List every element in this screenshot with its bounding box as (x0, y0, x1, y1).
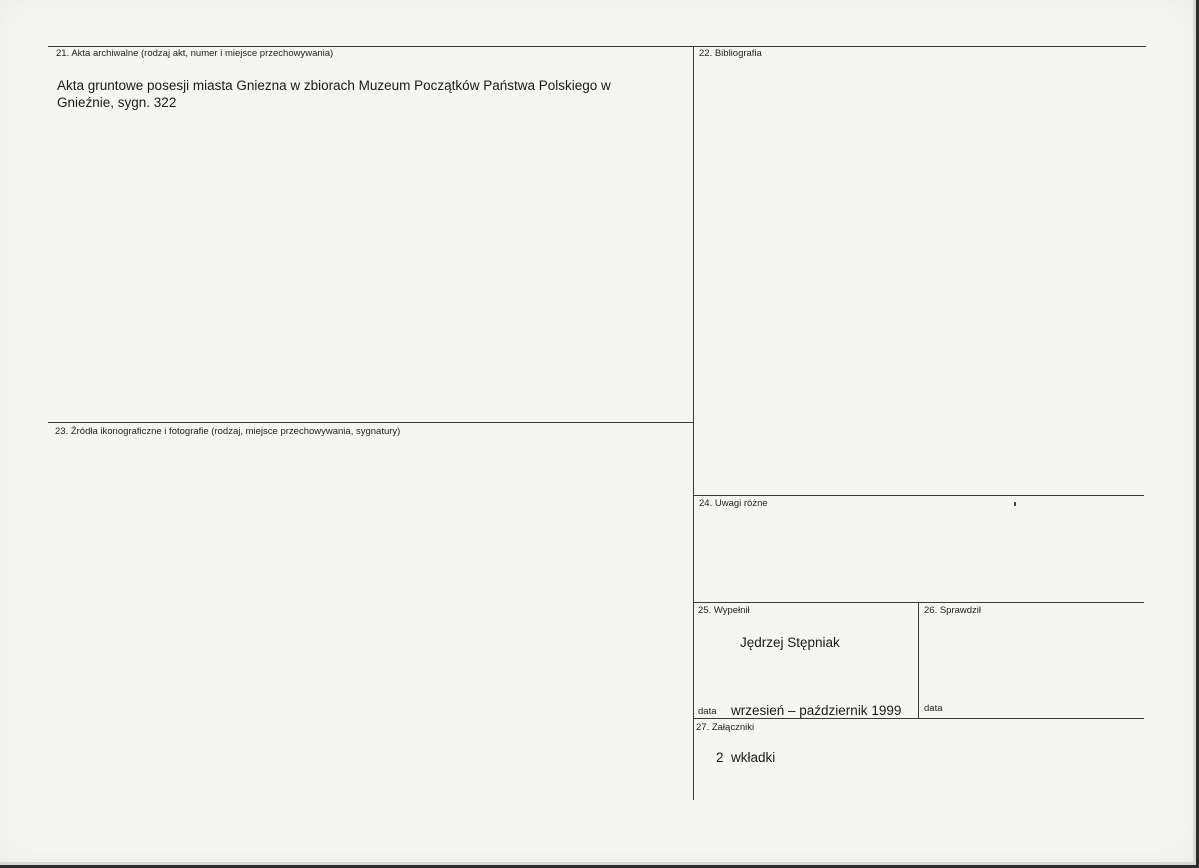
field-25-date-label: data (698, 706, 717, 717)
field-26-label: 26. Sprawdził (924, 605, 982, 616)
field-21-label: 21. Akta archiwalne (rodzaj akt, numer i miejsce przechowywania) (56, 48, 334, 59)
field-25-value: Jędrzej Stępniak (740, 635, 840, 650)
field-26-date-label: data (924, 703, 943, 714)
field-22-label: 22. Bibliografia (699, 48, 762, 59)
field-21-value-line1: Akta gruntowe posesji miasta Gniezna w zbiorach Muzeum Początków Państwa Polskiego w (57, 78, 611, 93)
field-27-value: 2 wkładki (716, 750, 776, 765)
field-25-date-value: wrzesień – październik 1999 (731, 703, 902, 718)
field-21-value-line2: Gnieźnie, sygn. 322 (57, 95, 177, 110)
ink-speck (1014, 502, 1016, 506)
main-divider (693, 46, 694, 800)
field-23-label: 23. Źródła ikonograficzne i fotografie (rodzaj, miejsce przechowywania, sygnatury) (55, 426, 401, 437)
top-rule (48, 46, 1146, 47)
field-25-label: 25. Wypełnił (698, 605, 750, 616)
field-25-26-divider (918, 602, 919, 718)
field-23-rule (48, 422, 693, 423)
field-27-rule (693, 718, 1144, 719)
field-24-label: 24. Uwagi różne (699, 498, 768, 509)
field-24-rule (693, 495, 1144, 496)
field-27-label: 27. Załączniki (696, 722, 755, 733)
